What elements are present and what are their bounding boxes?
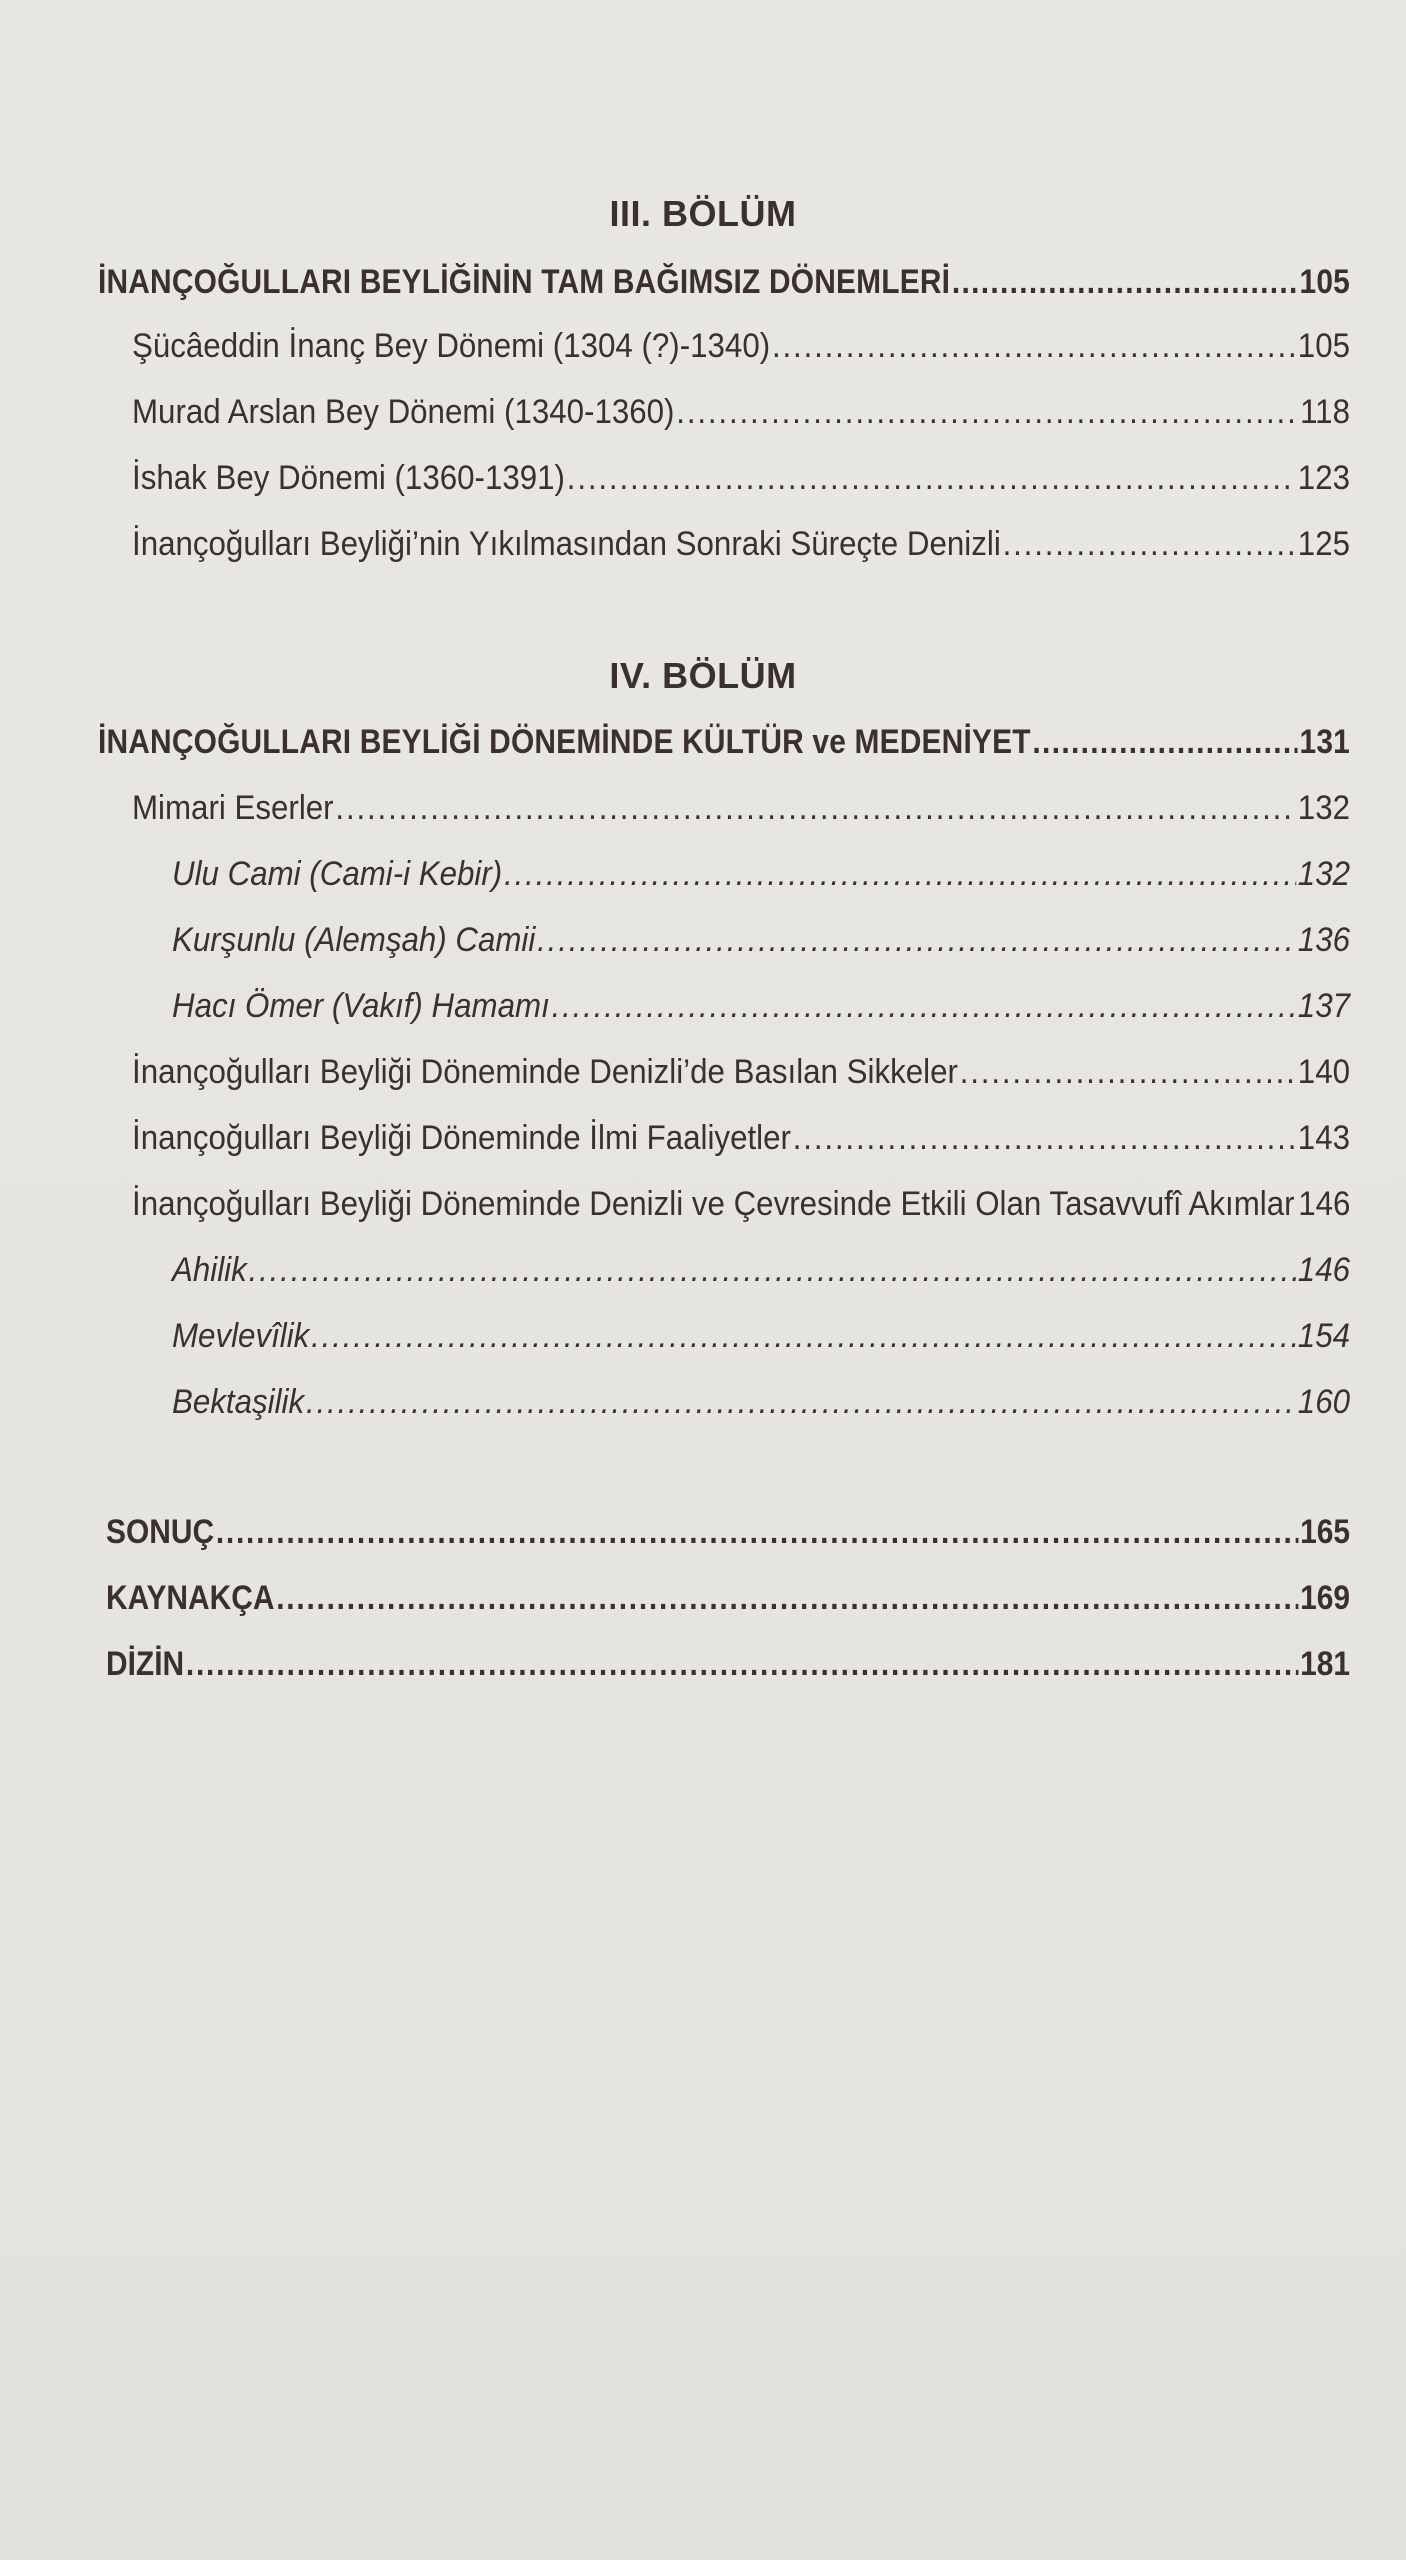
toc-entry-page: 140 [1297,1053,1350,1091]
toc-entry-dizin[interactable] [106,1640,1350,1688]
toc-entry-page: 169 [1300,1579,1350,1617]
toc-entry-page: 160 [1297,1383,1350,1421]
toc-entry-page: 154 [1297,1317,1350,1355]
toc-entry[interactable] [132,1180,1350,1228]
dot-leader [793,1114,1296,1162]
toc-entry[interactable] [132,1048,1350,1096]
toc-entry-chapter-iii[interactable] [98,258,1350,306]
toc-entry[interactable] [132,520,1350,568]
toc-entry-title: İnançoğulları Beyliği Döneminde Denizli ve Çevresinde Etkili Olan Tasavvufî Akımlar [132,1185,1295,1223]
toc-entry[interactable] [132,784,1350,832]
dot-leader [960,1048,1296,1096]
toc-entry-page: 136 [1297,921,1350,959]
toc-entry-page: 123 [1297,459,1350,497]
toc-entry-title: Mevlevîlik [172,1317,310,1355]
toc-entry-sonuc[interactable] [106,1508,1350,1556]
dot-leader [537,916,1296,964]
toc-entry-title: KAYNAKÇA [106,1579,275,1617]
toc-entry-chapter-iv[interactable] [98,718,1350,766]
toc-entry-title: SONUÇ [106,1513,215,1551]
toc-entry-title: DİZİN [106,1645,185,1683]
toc-entry[interactable] [132,322,1350,370]
toc-entry-page: 105 [1299,263,1350,301]
toc-entry-page: 118 [1300,393,1350,431]
toc-entry-title: Murad Arslan Bey Dönemi (1340-1360) [132,393,675,431]
toc-entry-title: Ahilik [172,1251,247,1289]
toc-entry-page: 143 [1297,1119,1350,1157]
toc-entry-title: İNANÇOĞULLARI BEYLİĞİNİN TAM BAĞIMSIZ DÖNEMLERİ [98,263,951,301]
section-heading-iii: III. BÖLÜM [609,193,797,234]
section-heading-iv: IV. BÖLÜM [609,655,797,696]
dot-leader [772,322,1296,370]
toc-entry-title: İshak Bey Dönemi (1360-1391) [132,459,565,497]
toc-entry-page: 132 [1297,789,1350,827]
dot-leader [335,784,1296,832]
dot-leader [504,850,1296,898]
toc-entry-title: Kurşunlu (Alemşah) Camii [172,921,536,959]
toc-entry-page: 146 [1297,1251,1350,1289]
dot-leader [311,1312,1296,1360]
dot-leader [952,258,1298,306]
toc-entry-page: 105 [1297,327,1350,365]
dot-leader [552,982,1296,1030]
toc-entry-kaynakca[interactable] [106,1574,1350,1622]
toc-subentry[interactable] [172,1378,1350,1426]
dot-leader [676,388,1298,436]
dot-leader [186,1640,1298,1688]
toc-subentry[interactable] [172,1246,1350,1294]
dot-leader [306,1378,1296,1426]
dot-leader [249,1246,1296,1294]
toc-entry[interactable] [132,1114,1350,1162]
toc-subentry[interactable] [172,916,1350,964]
toc-entry-title: Mimari Eserler [132,789,334,827]
toc-entry-page: 132 [1297,855,1350,893]
toc-entry-title: İNANÇOĞULLARI BEYLİĞİ DÖNEMİNDE KÜLTÜR ve MEDENİYET [98,723,1031,761]
toc-entry-page: 165 [1300,1513,1350,1551]
toc-entry-title: Şücâeddin İnanç Bey Dönemi (1304 (?)-1340) [132,327,771,365]
toc-subentry[interactable] [172,850,1350,898]
dot-leader [1032,718,1297,766]
toc-entry-title: İnançoğulları Beyliği Döneminde Denizli’de Basılan Sikkeler [132,1053,958,1091]
toc-entry-page: 146 [1298,1185,1351,1223]
dot-leader [216,1508,1298,1556]
dot-leader [1003,520,1296,568]
toc-entry[interactable] [132,454,1350,502]
dot-leader [567,454,1296,502]
toc-entry-title: Ulu Cami (Cami-i Kebir) [172,855,503,893]
toc-entry-title: İnançoğulları Beyliği Döneminde İlmi Faaliyetler [132,1119,791,1157]
toc-entry-title: Hacı Ömer (Vakıf) Hamamı [172,987,550,1025]
toc-entry[interactable] [132,388,1350,436]
toc-entry-title: Bektaşilik [172,1383,305,1421]
toc-entry-title: İnançoğulları Beyliği’nin Yıkılmasından Sonraki Süreçte Denizli [132,525,1001,563]
toc-entry-page: 137 [1297,987,1350,1025]
toc-entry-page: 125 [1297,525,1350,563]
dot-leader [276,1574,1298,1622]
toc-entry-page: 181 [1300,1645,1350,1683]
toc-entry-page: 131 [1299,723,1350,761]
toc-subentry[interactable] [172,1312,1350,1360]
toc-subentry[interactable] [172,982,1350,1030]
